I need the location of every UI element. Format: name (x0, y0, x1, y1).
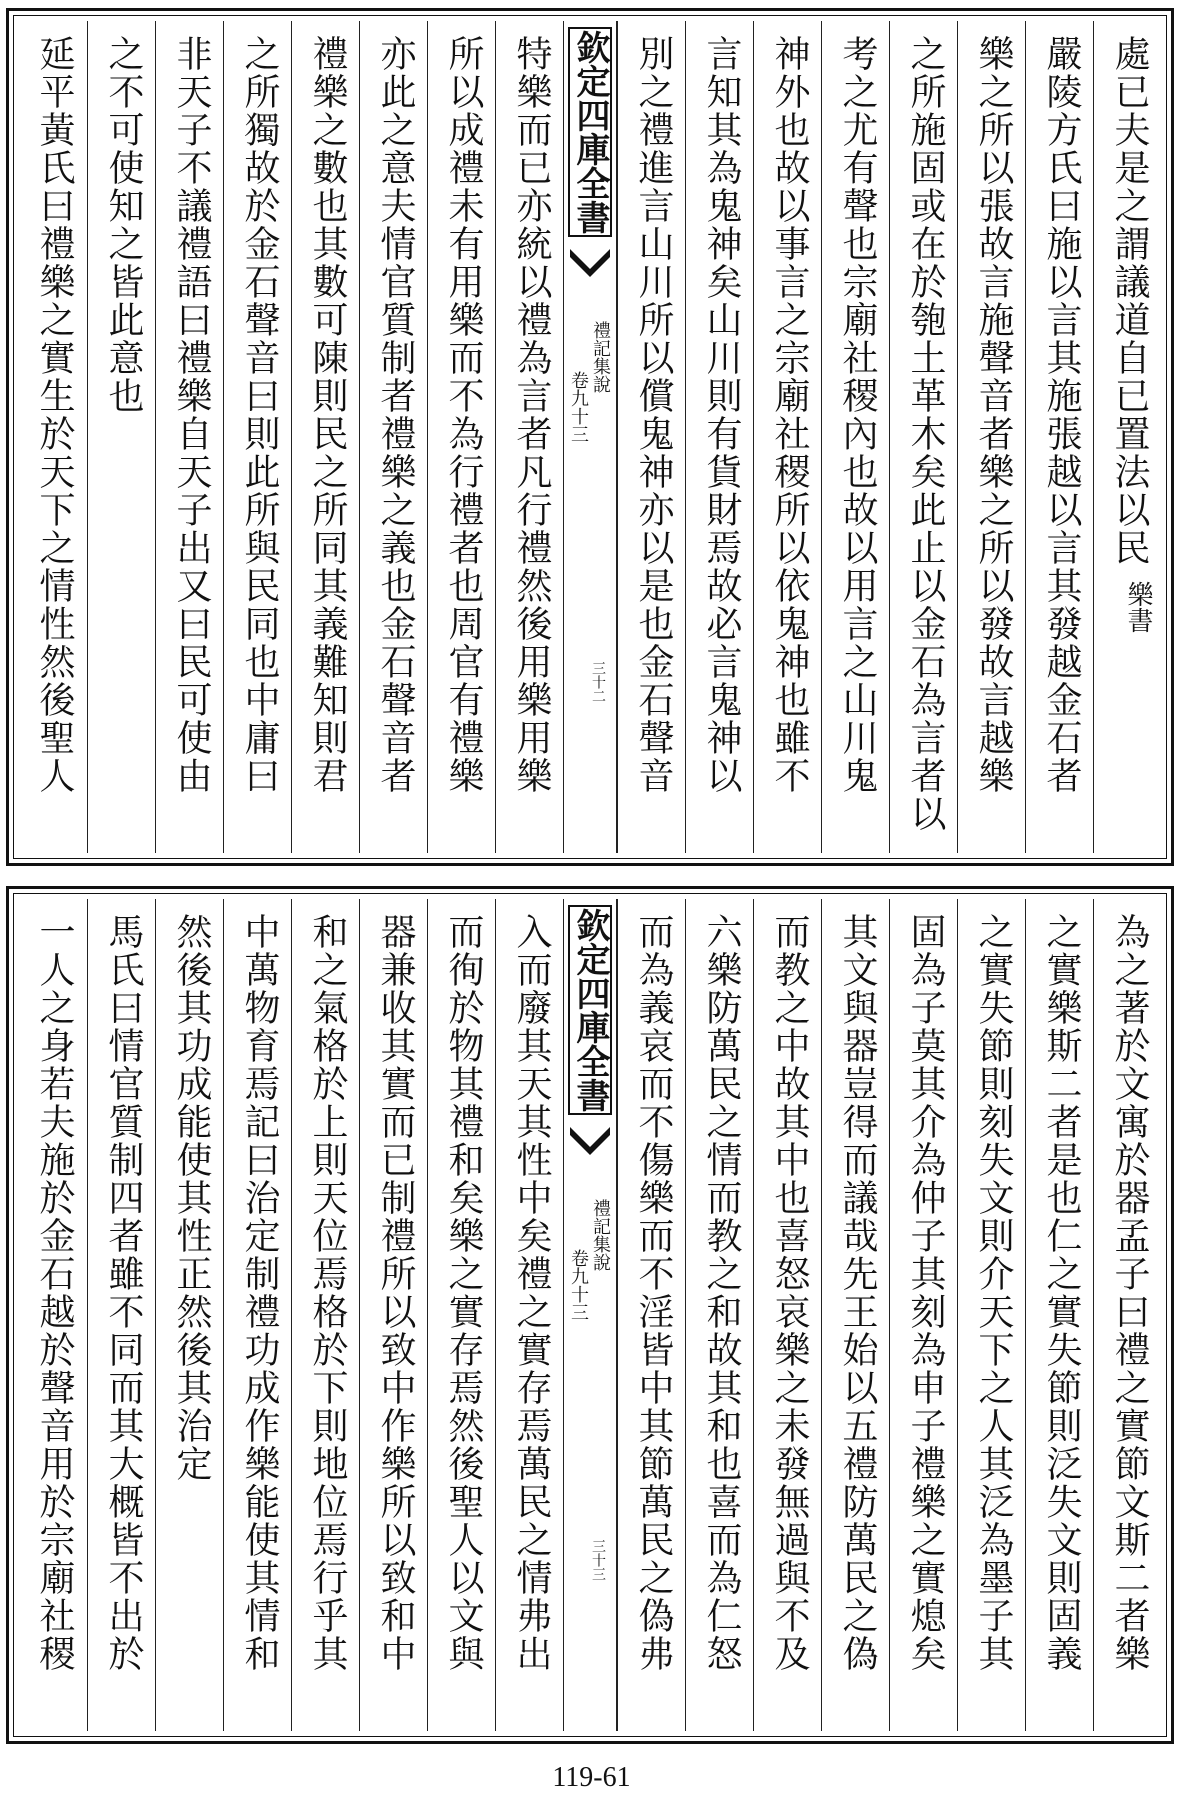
text-column (291, 899, 359, 1731)
column-text: 考之尤有聲也宗廟社稷內也故以用言之山川鬼 (837, 35, 878, 795)
center-book-title: 禮記集說 (590, 321, 611, 393)
text-column (821, 21, 889, 853)
column-text: 延平黃氏曰禮樂之實生於天下之情性然後聖人 (34, 35, 75, 795)
center-volume: 卷九十三 (568, 1249, 589, 1321)
text-column (19, 899, 87, 1731)
text-column (685, 899, 753, 1731)
column-text: 非天子不議禮語曰禮樂自天子出又曰民可使由 (171, 35, 212, 795)
column-text: 言知其為鬼神矣山川則有貨財焉故必言鬼神以 (701, 35, 742, 795)
column-text: 亦此之意夫情官質制者禮樂之義也金石聲音者 (375, 35, 416, 795)
column-text: 中萬物育焉記曰治定制禮功成作樂能使其情和 (239, 913, 280, 1673)
margin-note: 樂書 (1123, 581, 1153, 633)
text-column (495, 899, 563, 1731)
column-text: 神外也故以事言之宗廟社稷所以依鬼神也雖不 (769, 35, 810, 795)
column-text: 之不可使知之皆此意也 (103, 35, 144, 415)
column-text: 特樂而已亦統以禮為言者凡行禮然後用樂用樂 (511, 35, 552, 795)
text-column (223, 899, 291, 1731)
text-column (359, 899, 427, 1731)
column-text: 所以成禮未有用樂而不為行禮者也周官有禮樂 (443, 35, 484, 795)
column-text: 禮樂之數也其數可陳則民之所同其義難知則君 (307, 35, 348, 795)
column-text: 其文與器豈得而議哉先王始以五禮防萬民之偽 (837, 913, 878, 1673)
text-column (1093, 899, 1161, 1731)
fish-tail-mark-icon (568, 247, 612, 291)
text-column (359, 21, 427, 853)
text-column (155, 21, 223, 853)
column-text: 一人之身若夫施於金石越於聲音用於宗廟社稷 (34, 913, 75, 1673)
column-text: 固為子莫其介為仲子其刻為申子禮樂之實熄矣 (905, 913, 946, 1673)
column-text: 之所施固或在於匏土革木矣此止以金石為言者以 (905, 35, 946, 833)
center-fold (563, 21, 617, 853)
text-column (889, 21, 957, 853)
text-column (957, 21, 1025, 853)
text-column (427, 899, 495, 1731)
text-column (19, 21, 87, 853)
center-volume: 卷九十三 (568, 371, 589, 443)
column-text: 馬氏曰情官質制四者雖不同而其大概皆不出於 (103, 913, 144, 1673)
column-text: 而徇於物其禮和矣樂之實存焉然後聖人以文與 (443, 913, 484, 1673)
text-column (427, 21, 495, 853)
top-page (6, 8, 1174, 866)
center-folio: 三十三 (590, 1539, 606, 1581)
text-column (617, 899, 685, 1731)
text-column (753, 21, 821, 853)
text-column (155, 899, 223, 1731)
text-column (821, 899, 889, 1731)
column-text: 而教之中故其中也喜怒哀樂之未發無過與不及 (769, 913, 810, 1673)
column-text: 處已夫是之謂議道自已置法以民 (1109, 35, 1150, 567)
text-column (957, 899, 1025, 1731)
center-folio: 三十二 (590, 661, 606, 703)
center-book-title: 禮記集說 (590, 1199, 611, 1271)
center-fold (563, 899, 617, 1731)
text-column (753, 899, 821, 1731)
column-text: 之實樂斯二者是也仁之實失節則泛失文則固義 (1041, 913, 1082, 1673)
fish-tail-mark-icon (568, 1125, 612, 1169)
page-number: 119-61 (552, 1762, 631, 1793)
text-column (87, 21, 155, 853)
column-text: 器兼收其實而已制禮所以致中作樂所以致和中 (375, 913, 416, 1673)
column-text: 為之著於文寓於器孟子曰禮之實節文斯二者樂 (1109, 913, 1150, 1673)
text-column (1025, 21, 1093, 853)
column-text: 六樂防萬民之情而教之和故其和也喜而為仁怒 (701, 913, 742, 1673)
text-column (223, 21, 291, 853)
center-title: 欽定四庫全書 (568, 905, 612, 1115)
text-column (617, 21, 685, 853)
text-column (685, 21, 753, 853)
column-text: 和之氣格於上則天位焉格於下則地位焉行乎其 (307, 913, 348, 1673)
bottom-page (6, 886, 1174, 1744)
text-column (495, 21, 563, 853)
text-column (1093, 21, 1161, 853)
column-text: 別之禮進言山川所以償鬼神亦以是也金石聲音 (633, 35, 674, 795)
column-text: 而為義哀而不傷樂而不淫皆中其節萬民之偽弗 (633, 913, 674, 1673)
column-text: 樂之所以張故言施聲音者樂之所以發故言越樂 (973, 35, 1014, 795)
text-column (1025, 899, 1093, 1731)
text-column (889, 899, 957, 1731)
column-text: 之實失節則刻失文則介天下之人其泛為墨子其 (973, 913, 1014, 1673)
text-column (291, 21, 359, 853)
column-text: 嚴陵方氏曰施以言其施張越以言其發越金石者 (1041, 35, 1082, 795)
text-column (87, 899, 155, 1731)
column-text: 然後其功成能使其性正然後其治定 (171, 913, 212, 1483)
column-text: 入而廢其天其性中矣禮之實存焉萬民之情弗出 (511, 913, 552, 1673)
column-text: 之所獨故於金石聲音曰則此所與民同也中庸曰 (239, 35, 280, 795)
center-title: 欽定四庫全書 (568, 27, 612, 237)
